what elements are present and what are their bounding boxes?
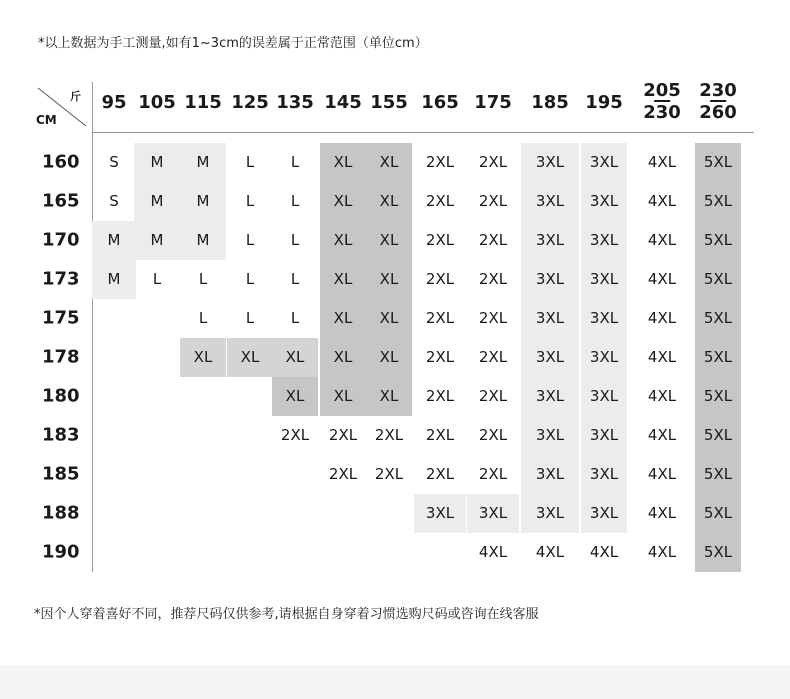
size-cell bbox=[366, 494, 412, 533]
recommendation-note: *因个人穿着喜好不同，推荐尺码仅供参考,请根据自身穿着习惯选购尺码或咨询在线客服 bbox=[34, 607, 539, 622]
size-cell bbox=[227, 377, 273, 416]
column-header-weight: 195 bbox=[585, 92, 623, 113]
size-cell: S bbox=[109, 153, 119, 171]
column-header-weight: 175 bbox=[474, 92, 512, 113]
row-header-height: 160 bbox=[42, 151, 80, 173]
size-cell: M bbox=[134, 182, 180, 221]
size-cell: 2XL bbox=[478, 387, 508, 405]
size-cell: 3XL bbox=[581, 494, 627, 533]
size-cell: XL bbox=[366, 377, 412, 416]
size-cell bbox=[227, 494, 273, 533]
size-cell: 2XL bbox=[478, 153, 508, 171]
table-corner bbox=[36, 86, 88, 130]
size-cell: XL bbox=[366, 143, 412, 182]
size-cell: 2XL bbox=[425, 231, 455, 249]
size-cell: 4XL bbox=[647, 348, 677, 366]
size-cell bbox=[134, 416, 180, 455]
size-cell bbox=[180, 533, 226, 572]
size-cell: 5XL bbox=[695, 533, 741, 572]
size-cell: 4XL bbox=[478, 543, 508, 561]
size-cell: 2XL bbox=[425, 426, 455, 444]
size-cell bbox=[134, 494, 180, 533]
size-cell: 2XL bbox=[478, 426, 508, 444]
size-cell: 2XL bbox=[425, 387, 455, 405]
size-cell: 3XL bbox=[521, 182, 579, 221]
size-cell: 3XL bbox=[581, 143, 627, 182]
size-cell: 4XL bbox=[647, 426, 677, 444]
size-cell bbox=[92, 377, 136, 416]
size-cell: 5XL bbox=[695, 182, 741, 221]
column-header-weight: 185 bbox=[531, 92, 569, 113]
size-cell: 3XL bbox=[521, 260, 579, 299]
size-cell: 2XL bbox=[425, 153, 455, 171]
size-cell: XL bbox=[366, 299, 412, 338]
size-cell: 3XL bbox=[414, 494, 466, 533]
size-cell: L bbox=[290, 231, 300, 249]
size-cell: 4XL bbox=[647, 309, 677, 327]
size-cell: 4XL bbox=[589, 543, 619, 561]
size-cell: XL bbox=[320, 338, 366, 377]
size-cell: 4XL bbox=[647, 465, 677, 483]
size-cell: 2XL bbox=[425, 270, 455, 288]
size-cell: L bbox=[152, 270, 162, 288]
size-cell: L bbox=[290, 309, 300, 327]
size-cell bbox=[272, 494, 318, 533]
row-header-height: 175 bbox=[42, 307, 80, 329]
size-cell: L bbox=[198, 270, 208, 288]
size-cell: 4XL bbox=[647, 270, 677, 288]
size-cell: 5XL bbox=[695, 494, 741, 533]
size-cell: M bbox=[180, 182, 226, 221]
size-cell: 3XL bbox=[581, 182, 627, 221]
size-cell: XL bbox=[272, 377, 318, 416]
size-cell: 2XL bbox=[478, 348, 508, 366]
height-unit: CM bbox=[36, 113, 57, 127]
size-cell: 5XL bbox=[695, 338, 741, 377]
size-cell bbox=[92, 299, 136, 338]
size-cell: M bbox=[134, 143, 180, 182]
size-cell: 2XL bbox=[425, 192, 455, 210]
size-cell: 5XL bbox=[695, 299, 741, 338]
size-cell: 3XL bbox=[581, 338, 627, 377]
size-cell: L bbox=[245, 309, 255, 327]
size-cell: XL bbox=[366, 221, 412, 260]
column-header-divider bbox=[92, 132, 754, 133]
column-header-weight bbox=[699, 80, 737, 124]
size-cell: 2XL bbox=[328, 465, 358, 483]
row-header-height: 190 bbox=[42, 541, 80, 563]
column-header-weight: 115 bbox=[184, 92, 222, 113]
size-cell: 2XL bbox=[478, 309, 508, 327]
size-cell: M bbox=[92, 221, 136, 260]
row-header-height: 183 bbox=[42, 424, 80, 446]
size-cell: 3XL bbox=[521, 221, 579, 260]
column-header-weight: 95 bbox=[101, 92, 127, 113]
size-cell: 5XL bbox=[695, 416, 741, 455]
column-header-weight: 105 bbox=[138, 92, 176, 113]
size-cell bbox=[134, 377, 180, 416]
size-cell: L bbox=[290, 270, 300, 288]
size-cell: XL bbox=[366, 338, 412, 377]
size-cell bbox=[414, 533, 466, 572]
row-header-height: 180 bbox=[42, 385, 80, 407]
size-cell: 4XL bbox=[647, 543, 677, 561]
row-header-height: 170 bbox=[42, 229, 80, 251]
size-cell: L bbox=[245, 231, 255, 249]
size-cell: 4XL bbox=[647, 504, 677, 522]
weight-range-end: 260 bbox=[699, 102, 737, 123]
size-cell: 3XL bbox=[521, 143, 579, 182]
size-cell bbox=[92, 494, 136, 533]
size-cell: XL bbox=[320, 260, 366, 299]
size-cell bbox=[320, 533, 366, 572]
size-cell bbox=[227, 533, 273, 572]
size-cell: XL bbox=[320, 143, 366, 182]
size-cell bbox=[180, 455, 226, 494]
size-cell: XL bbox=[320, 182, 366, 221]
weight-unit: 斤 bbox=[70, 90, 81, 103]
size-cell: 2XL bbox=[374, 426, 404, 444]
row-header-height: 165 bbox=[42, 190, 80, 212]
size-cell: 3XL bbox=[521, 494, 579, 533]
weight-range-start: 205 bbox=[643, 80, 681, 101]
size-cell: 4XL bbox=[647, 387, 677, 405]
size-cell: XL bbox=[320, 299, 366, 338]
size-cell bbox=[180, 377, 226, 416]
size-cell bbox=[134, 338, 180, 377]
size-cell: XL bbox=[366, 182, 412, 221]
size-cell: L bbox=[245, 192, 255, 210]
size-cell: 5XL bbox=[695, 260, 741, 299]
row-header-height: 173 bbox=[42, 268, 80, 290]
size-cell: 3XL bbox=[521, 377, 579, 416]
size-cell: XL bbox=[320, 377, 366, 416]
size-cell: 2XL bbox=[478, 465, 508, 483]
size-cell: 2XL bbox=[478, 231, 508, 249]
size-cell: 4XL bbox=[647, 231, 677, 249]
column-header-weight: 125 bbox=[231, 92, 269, 113]
size-cell: 2XL bbox=[425, 309, 455, 327]
row-header-height: 178 bbox=[42, 346, 80, 368]
size-cell: 4XL bbox=[647, 192, 677, 210]
size-cell bbox=[320, 494, 366, 533]
size-cell: XL bbox=[320, 221, 366, 260]
size-cell: 3XL bbox=[467, 494, 519, 533]
row-header-height: 188 bbox=[42, 502, 80, 524]
size-cell: 5XL bbox=[695, 143, 741, 182]
weight-range-end: 230 bbox=[643, 102, 681, 123]
size-cell: 2XL bbox=[280, 426, 310, 444]
size-cell: XL bbox=[366, 260, 412, 299]
size-cell bbox=[227, 416, 273, 455]
size-cell: S bbox=[109, 192, 119, 210]
size-cell: M bbox=[92, 260, 136, 299]
size-cell: 3XL bbox=[581, 221, 627, 260]
size-cell: L bbox=[245, 153, 255, 171]
size-cell: 3XL bbox=[581, 260, 627, 299]
size-cell: L bbox=[290, 153, 300, 171]
size-cell: 3XL bbox=[581, 455, 627, 494]
size-cell: 2XL bbox=[425, 465, 455, 483]
weight-range-start: 230 bbox=[699, 80, 737, 101]
size-cell: 2XL bbox=[374, 465, 404, 483]
size-cell: XL bbox=[227, 338, 273, 377]
size-cell: 2XL bbox=[425, 348, 455, 366]
size-cell: M bbox=[180, 143, 226, 182]
size-cell bbox=[92, 338, 136, 377]
size-cell: 2XL bbox=[478, 270, 508, 288]
size-cell: 5XL bbox=[695, 377, 741, 416]
row-header-height: 185 bbox=[42, 463, 80, 485]
size-cell: 2XL bbox=[328, 426, 358, 444]
size-cell: 4XL bbox=[647, 153, 677, 171]
size-cell bbox=[92, 533, 136, 572]
size-cell: 3XL bbox=[581, 416, 627, 455]
size-cell bbox=[134, 455, 180, 494]
size-cell: 3XL bbox=[581, 377, 627, 416]
size-cell: 3XL bbox=[521, 338, 579, 377]
size-cell bbox=[227, 455, 273, 494]
size-cell bbox=[272, 455, 318, 494]
measurement-note: *以上数据为手工测量,如有1~3cm的误差属于正常范围（单位cm） bbox=[38, 36, 428, 51]
size-cell: 3XL bbox=[521, 455, 579, 494]
size-cell: XL bbox=[272, 338, 318, 377]
size-cell: 2XL bbox=[478, 192, 508, 210]
column-header-weight bbox=[643, 80, 681, 124]
size-cell: 3XL bbox=[581, 299, 627, 338]
size-cell: 3XL bbox=[521, 416, 579, 455]
size-cell bbox=[134, 299, 180, 338]
size-cell: L bbox=[198, 309, 208, 327]
size-cell: 3XL bbox=[521, 299, 579, 338]
size-cell bbox=[272, 533, 318, 572]
size-cell: M bbox=[180, 221, 226, 260]
size-cell: 4XL bbox=[535, 543, 565, 561]
column-header-weight: 135 bbox=[276, 92, 314, 113]
column-header-weight: 155 bbox=[370, 92, 408, 113]
column-header-weight: 165 bbox=[421, 92, 459, 113]
size-cell bbox=[180, 494, 226, 533]
size-cell bbox=[134, 533, 180, 572]
size-cell bbox=[92, 416, 136, 455]
column-header-weight: 145 bbox=[324, 92, 362, 113]
size-cell bbox=[366, 533, 412, 572]
size-cell: L bbox=[290, 192, 300, 210]
size-cell: 5XL bbox=[695, 455, 741, 494]
size-cell: XL bbox=[180, 338, 226, 377]
size-cell: L bbox=[245, 270, 255, 288]
size-cell: M bbox=[134, 221, 180, 260]
size-cell bbox=[92, 455, 136, 494]
size-cell: 5XL bbox=[695, 221, 741, 260]
size-cell bbox=[180, 416, 226, 455]
